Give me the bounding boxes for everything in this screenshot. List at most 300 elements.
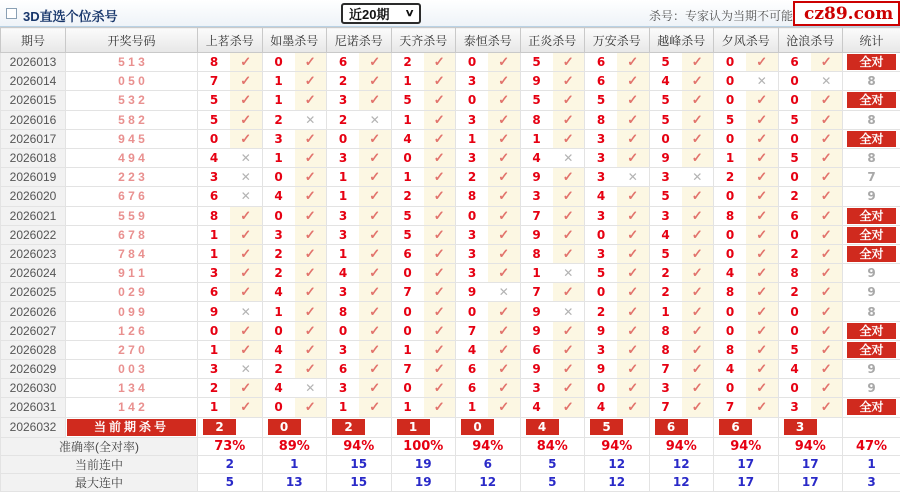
hit-check-icon: ✓ <box>811 130 843 148</box>
panel-checkbox[interactable] <box>6 8 17 19</box>
kill-cell-content <box>521 302 585 320</box>
kill-cell <box>649 72 714 91</box>
current-kill-number: 6 <box>655 419 688 435</box>
hit-check-icon: ✓ <box>488 398 520 416</box>
draw-numbers-cell: 5 5 9 <box>66 206 198 225</box>
miss-cross-icon: ✕ <box>230 187 262 205</box>
hit-check-icon: ✓ <box>230 341 262 359</box>
hit-check-icon: ✓ <box>295 130 327 148</box>
hit-check-icon: ✓ <box>617 53 649 71</box>
hit-check-icon: ✓ <box>424 379 456 397</box>
stat-cell <box>843 321 900 340</box>
kill-number: 2 <box>790 189 799 204</box>
footer-value: 89% <box>278 438 310 454</box>
kill-number: 8 <box>725 208 735 223</box>
kill-number: 4 <box>467 342 477 357</box>
hit-check-icon: ✓ <box>746 379 778 397</box>
kill-cell-content <box>521 322 585 340</box>
kill-number: 0 <box>338 323 348 338</box>
kill-cell <box>520 302 585 321</box>
kill-cell <box>585 187 650 206</box>
table-row <box>1 168 900 187</box>
hit-check-icon: ✓ <box>553 245 585 263</box>
table-row <box>1 148 900 167</box>
table-row <box>1 91 900 110</box>
hit-check-icon: ✓ <box>230 245 262 263</box>
footer-value: 73% <box>214 438 246 454</box>
kill-cell-content <box>779 168 843 186</box>
kill-number: 5 <box>661 93 670 108</box>
hit-check-icon: ✓ <box>553 111 585 129</box>
kill-cell-content <box>456 168 520 186</box>
footer-value: 17 <box>737 457 755 472</box>
kill-cell <box>198 302 263 321</box>
miss-cross-icon: ✕ <box>682 168 714 186</box>
stat-cell: 9 <box>843 264 900 283</box>
kill-cell-content <box>521 264 585 282</box>
kill-cell-content <box>456 53 520 71</box>
kill-cell-content <box>714 149 778 167</box>
kill-number: 1 <box>338 170 348 185</box>
kill-number: 0 <box>209 131 219 146</box>
kill-cell-content <box>327 322 391 340</box>
kill-number: 4 <box>274 381 283 396</box>
kill-cell-content <box>585 91 649 109</box>
kill-cell <box>649 340 714 359</box>
miss-cross-icon: ✕ <box>553 149 585 167</box>
hit-check-icon: ✓ <box>359 168 391 186</box>
kill-number: 6 <box>338 362 348 377</box>
kill-cell-content <box>392 283 456 301</box>
kill-number: 4 <box>725 362 735 377</box>
kill-cell-content <box>263 168 327 186</box>
kill-cell-content <box>263 187 327 205</box>
kill-cell-content <box>198 264 262 282</box>
kill-cell <box>198 379 263 398</box>
kill-cell <box>520 53 585 72</box>
hit-check-icon: ✓ <box>488 341 520 359</box>
kill-cell <box>520 360 585 379</box>
kill-number: 3 <box>661 170 670 185</box>
kill-number: 0 <box>790 131 799 146</box>
current-kill-number: 3 <box>784 419 817 435</box>
kill-cell <box>198 225 263 244</box>
draw-numbers-cell: 7 8 4 <box>66 244 198 263</box>
kill-number: 0 <box>790 323 799 338</box>
kill-cell-content <box>456 322 520 340</box>
kill-cell <box>649 398 714 417</box>
period-cell: 2026019 <box>1 168 66 187</box>
kill-cell <box>649 110 714 129</box>
hit-check-icon: ✓ <box>424 322 456 340</box>
footer-value-cell <box>327 437 392 455</box>
hit-check-icon: ✓ <box>359 302 391 320</box>
miss-cross-icon: ✕ <box>295 379 327 397</box>
kill-number: 9 <box>532 362 541 377</box>
footer-value-cell <box>585 473 650 491</box>
kill-cell <box>327 91 392 110</box>
hit-check-icon: ✓ <box>230 207 262 225</box>
hit-check-icon: ✓ <box>682 302 714 320</box>
hit-check-icon: ✓ <box>682 130 714 148</box>
kill-cell-content <box>263 111 327 129</box>
hit-check-icon: ✓ <box>359 207 391 225</box>
all-correct-badge: 全对 <box>847 323 896 339</box>
kill-cell-content <box>456 360 520 378</box>
period-cell: 2026015 <box>1 91 66 110</box>
hit-check-icon: ✓ <box>746 168 778 186</box>
kill-cell-content <box>392 302 456 320</box>
kill-cell <box>778 53 843 72</box>
topbar <box>0 0 900 27</box>
hit-check-icon: ✓ <box>295 72 327 90</box>
kill-cell-content <box>456 130 520 148</box>
kill-cell <box>262 360 327 379</box>
kill-cell <box>456 283 521 302</box>
kill-number: 0 <box>467 304 477 319</box>
column-header-0: 期号 <box>1 28 66 53</box>
kill-cell <box>520 187 585 206</box>
period-cell: 2026017 <box>1 129 66 148</box>
draw-numbers-cell: 5 1 3 <box>66 53 198 72</box>
draw-numbers-cell: 6 7 8 <box>66 225 198 244</box>
kill-cell-content <box>392 341 456 359</box>
kill-cell-content <box>585 398 649 416</box>
current-period-label: 当前期杀号 <box>67 419 196 436</box>
hit-check-icon: ✓ <box>230 72 262 90</box>
kill-cell-content <box>521 149 585 167</box>
hit-check-icon: ✓ <box>811 264 843 282</box>
kill-number: 4 <box>274 189 283 204</box>
kill-cell-content <box>263 91 327 109</box>
hit-check-icon: ✓ <box>811 322 843 340</box>
hit-check-icon: ✓ <box>811 149 843 167</box>
hit-check-icon: ✓ <box>746 149 778 167</box>
kill-number: 7 <box>532 208 541 223</box>
footer-value: 5 <box>548 475 557 490</box>
kill-cell-content <box>327 226 391 244</box>
table-row <box>1 225 900 244</box>
all-correct-badge: 全对 <box>847 399 896 415</box>
stat-cell: 8 <box>843 72 900 91</box>
kill-cell-content <box>779 149 843 167</box>
kill-number: 3 <box>790 400 799 415</box>
kill-cell <box>714 206 779 225</box>
period-cell: 2026023 <box>1 244 66 263</box>
kill-cell-content <box>650 72 714 90</box>
all-correct-badge: 全对 <box>847 208 896 224</box>
kill-cell-content <box>650 226 714 244</box>
kill-cell <box>520 340 585 359</box>
kill-cell-content <box>263 207 327 225</box>
kill-cell-content <box>714 226 778 244</box>
kill-number: 0 <box>725 131 735 146</box>
kill-cell <box>456 91 521 110</box>
kill-cell <box>778 148 843 167</box>
kill-cell <box>456 148 521 167</box>
hit-check-icon: ✓ <box>359 341 391 359</box>
kill-cell <box>714 283 779 302</box>
kill-cell-content <box>779 207 843 225</box>
kill-cell <box>327 398 392 417</box>
draw-numbers-cell: 0 2 9 <box>66 283 198 302</box>
kill-cell-content <box>585 187 649 205</box>
kill-cell-content <box>714 322 778 340</box>
kill-cell-content <box>456 283 520 301</box>
kill-cell-content <box>521 341 585 359</box>
hit-check-icon: ✓ <box>682 149 714 167</box>
kill-number: 2 <box>403 55 412 70</box>
kill-number: 0 <box>790 170 799 185</box>
kill-cell <box>778 398 843 417</box>
period-cell: 2026021 <box>1 206 66 225</box>
kill-number: 3 <box>532 381 541 396</box>
kill-cell <box>778 110 843 129</box>
kill-cell-content <box>650 264 714 282</box>
all-correct-badge: 全对 <box>847 92 896 108</box>
kill-cell <box>778 340 843 359</box>
hit-check-icon: ✓ <box>553 168 585 186</box>
hit-check-icon: ✓ <box>553 53 585 71</box>
kill-cell-content <box>392 360 456 378</box>
kill-cell <box>327 321 392 340</box>
draw-numbers-cell: 5 8 2 <box>66 110 198 129</box>
kill-cell-content <box>585 245 649 263</box>
kill-number: 8 <box>790 266 799 281</box>
kill-number: 9 <box>596 323 606 338</box>
current-kill-number: 5 <box>590 419 623 435</box>
kill-cell <box>585 302 650 321</box>
stat-cell: 8 <box>843 148 900 167</box>
kill-cell <box>714 129 779 148</box>
kill-cell <box>456 225 521 244</box>
footer-value-cell <box>456 473 521 491</box>
hit-check-icon: ✓ <box>424 207 456 225</box>
kill-number: 2 <box>661 285 670 300</box>
hit-check-icon: ✓ <box>553 360 585 378</box>
kill-cell-content <box>327 379 391 397</box>
kill-cell-content <box>714 130 778 148</box>
kill-number: 1 <box>209 227 219 242</box>
kill-number: 5 <box>209 93 219 108</box>
hit-check-icon: ✓ <box>359 91 391 109</box>
kill-cell <box>198 244 263 263</box>
draw-numbers-cell: 9 1 1 <box>66 264 198 283</box>
column-header-7: 正炎杀号 <box>520 28 585 53</box>
kill-number: 6 <box>790 208 799 223</box>
current-kill-number: 0 <box>268 419 301 435</box>
hit-check-icon: ✓ <box>617 130 649 148</box>
stat-cell <box>843 398 900 417</box>
kill-cell-content <box>198 53 262 71</box>
kill-cell-content <box>779 187 843 205</box>
kill-cell-content <box>392 207 456 225</box>
kill-number: 3 <box>467 112 477 127</box>
kill-cell <box>391 148 456 167</box>
hit-check-icon: ✓ <box>488 207 520 225</box>
hit-check-icon: ✓ <box>682 360 714 378</box>
range-select[interactable] <box>341 3 421 24</box>
kill-cell <box>714 168 779 187</box>
kill-number: 3 <box>467 74 477 89</box>
draw-numbers-cell: 0 9 9 <box>66 302 198 321</box>
kill-number: 1 <box>403 170 412 185</box>
kill-number: 3 <box>338 208 348 223</box>
stat-cell <box>843 129 900 148</box>
kill-cell-content <box>456 226 520 244</box>
kill-cell <box>391 129 456 148</box>
kill-cell <box>714 321 779 340</box>
kill-number: 4 <box>596 400 606 415</box>
kill-cell-content <box>392 111 456 129</box>
kill-number: 3 <box>209 362 219 377</box>
kill-cell-content <box>198 149 262 167</box>
kill-cell <box>262 187 327 206</box>
kill-cell <box>520 91 585 110</box>
hit-check-icon: ✓ <box>617 207 649 225</box>
current-kill-number: 4 <box>526 419 559 435</box>
kill-cell-content <box>263 379 327 397</box>
hit-check-icon: ✓ <box>359 322 391 340</box>
kill-cell <box>262 148 327 167</box>
table-row <box>1 264 900 283</box>
kill-number: 6 <box>209 189 219 204</box>
hit-check-icon: ✓ <box>230 91 262 109</box>
kill-cell-content <box>327 398 391 416</box>
kill-cell <box>262 264 327 283</box>
kill-cell-content <box>456 264 520 282</box>
kill-cell-content <box>456 111 520 129</box>
column-header-11: 沧浪杀号 <box>778 28 843 53</box>
kill-cell <box>778 72 843 91</box>
hit-check-icon: ✓ <box>488 360 520 378</box>
kill-number: 0 <box>790 74 799 89</box>
hit-check-icon: ✓ <box>682 341 714 359</box>
hit-check-icon: ✓ <box>811 341 843 359</box>
kill-cell-content <box>327 72 391 90</box>
kill-cell <box>456 129 521 148</box>
kill-cell-content <box>779 264 843 282</box>
kill-cell <box>778 206 843 225</box>
kill-cell <box>262 129 327 148</box>
hit-check-icon: ✓ <box>424 187 456 205</box>
hit-check-icon: ✓ <box>424 398 456 416</box>
kill-cell <box>262 72 327 91</box>
kill-cell <box>520 148 585 167</box>
kill-cell-content <box>327 187 391 205</box>
kill-cell <box>585 340 650 359</box>
hit-check-icon: ✓ <box>424 53 456 71</box>
site-logo[interactable] <box>793 1 900 26</box>
kill-cell-content <box>650 302 714 320</box>
kill-cell <box>327 360 392 379</box>
kill-cell-content <box>585 341 649 359</box>
kill-cell <box>778 379 843 398</box>
kill-number: 0 <box>403 266 412 281</box>
hit-check-icon: ✓ <box>488 149 520 167</box>
kill-cell <box>714 72 779 91</box>
kill-number: 0 <box>725 323 735 338</box>
footer-value-cell <box>456 437 521 455</box>
kill-cell <box>649 225 714 244</box>
kill-cell-content <box>650 91 714 109</box>
hit-check-icon: ✓ <box>230 53 262 71</box>
footer-value-cell <box>198 437 263 455</box>
kill-cell <box>327 302 392 321</box>
hit-check-icon: ✓ <box>553 398 585 416</box>
kill-cell-content <box>327 245 391 263</box>
kill-cell <box>778 91 843 110</box>
footer-value-cell <box>327 455 392 473</box>
footer-value-cell <box>520 437 585 455</box>
hit-check-icon: ✓ <box>682 91 714 109</box>
kill-cell <box>714 148 779 167</box>
kill-number: 0 <box>403 381 412 396</box>
kill-cell-content <box>327 111 391 129</box>
table-row <box>1 283 900 302</box>
kill-cell <box>520 110 585 129</box>
current-kill-number: 1 <box>397 419 430 435</box>
kill-cell-content <box>198 72 262 90</box>
hit-check-icon: ✓ <box>746 245 778 263</box>
kill-cell <box>520 379 585 398</box>
footer-value-cell <box>456 455 521 473</box>
hit-check-icon: ✓ <box>424 264 456 282</box>
kill-number: 0 <box>274 323 283 338</box>
kill-note-text: 杀号：专家认为当期不可能 <box>648 9 793 23</box>
kill-number: 9 <box>661 151 670 166</box>
kill-cell-content <box>198 341 262 359</box>
kill-number: 3 <box>596 170 606 185</box>
period-cell: 2026030 <box>1 379 66 398</box>
kill-cell <box>649 379 714 398</box>
hit-check-icon: ✓ <box>488 130 520 148</box>
kill-number: 2 <box>790 285 799 300</box>
kill-number: 2 <box>338 74 348 89</box>
kill-number: 5 <box>790 112 799 127</box>
period-cell: 2026020 <box>1 187 66 206</box>
kill-cell <box>456 206 521 225</box>
kill-cell-content <box>198 91 262 109</box>
kill-cell-content <box>198 245 262 263</box>
kill-number: 7 <box>467 323 477 338</box>
kill-cell <box>456 187 521 206</box>
kill-number: 3 <box>274 227 283 242</box>
kill-number: 9 <box>532 74 541 89</box>
column-header-10: 夕风杀号 <box>714 28 779 53</box>
kill-cell <box>778 360 843 379</box>
hit-check-icon: ✓ <box>553 187 585 205</box>
kill-cell-content <box>585 53 649 71</box>
kill-cell <box>520 72 585 91</box>
kill-cell <box>456 398 521 417</box>
kill-cell <box>649 187 714 206</box>
footer-stat-cell <box>843 437 900 455</box>
kill-number: 0 <box>403 151 412 166</box>
kill-cell-content <box>585 322 649 340</box>
kill-cell <box>649 244 714 263</box>
kill-number: 3 <box>532 189 541 204</box>
current-kill-cell <box>327 417 392 437</box>
hit-check-icon: ✓ <box>295 245 327 263</box>
footer-value-cell <box>585 437 650 455</box>
kill-cell <box>714 264 779 283</box>
kill-cell <box>262 110 327 129</box>
kill-cell-content <box>779 91 843 109</box>
kill-cell-content <box>263 53 327 71</box>
kill-number: 4 <box>596 189 606 204</box>
kill-cell-content <box>650 379 714 397</box>
